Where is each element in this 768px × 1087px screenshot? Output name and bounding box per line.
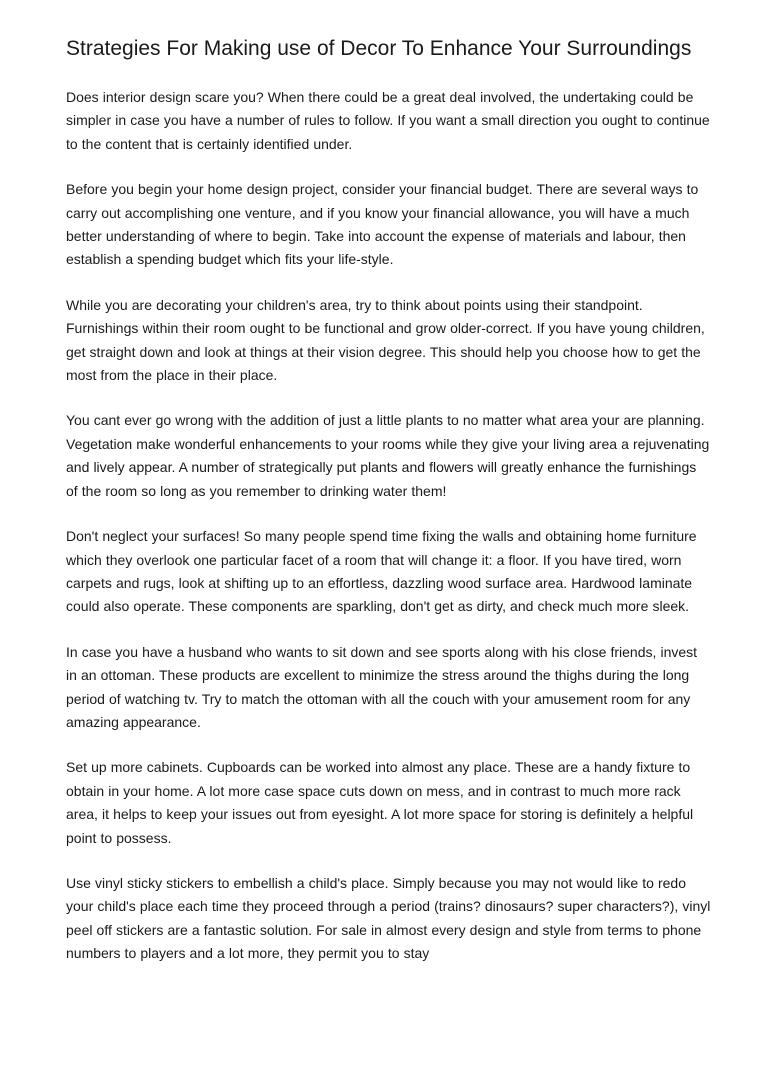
paragraph-ottoman: In case you have a husband who wants to sit down and see sports along with his close friends, invest in an ottoman. These products are excellent to minimize the stress around the thighs during the long period of watching tv. Try to match the ottoman with all the couch with your amusement room for any amazing appearance. xyxy=(66,643,698,730)
paragraph-childrens-area: While you are decorating your children's area, try to think about points using their standpoint. Furnishings within their room ought to be functional and grow older-correct. If you have young children, get straight down and look at things at their vision degree. This should help you choose how to get the most from the place in their place. xyxy=(66,296,705,384)
paragraph-plants: You cant ever go wrong with the addition of just a little plants to no matter what area your are planning. Vegetation make wonderful enhancements to your rooms while they give your living area a rejuvenating and lively appear. A number of strategically put plants and flowers will greatly enhance the furnishings of the room so long as you remember to drinking water them! xyxy=(66,412,710,499)
paragraph-cabinets: Set up more cabinets. Cupboards can be worked into almost any place. These are a handy fixture to obtain in your home. A lot more case space cuts down on mess, and in contrast to much more rack area, it helps to keep your issues out from eyesight. A lot more space for storing is definitely a helpful point to possess. xyxy=(66,759,694,846)
document-page xyxy=(66,38,712,988)
paragraph-floors: Don't neglect your surfaces! So many people spend time fixing the walls and obtaining home furniture which they overlook one particular facet of a room that will change it: a floor. If you have tired, worn carpets and rugs, look at shifting up to an effortless, dazzling wood surface area. Hardwood laminate could also operate. These components are sparkling, don't get as dirty, and check much more sleek. xyxy=(66,528,697,615)
document-title: Strategies For Making use of Decor To Enhance Your Surroundings xyxy=(66,37,692,60)
paragraph-budget-intro: Does interior design scare you? When there could be a great deal involved, the undertaking could be simpler in case you have a number of rules to follow. If you want a small direction you ought to continue to the content that is certainly identified under. xyxy=(66,89,710,152)
paragraph-vinyl-stickers: Use vinyl sticky stickers to embellish a child's place. Simply because you may not would like to redo your child's place each time they proceed through a period (trains? dinosaurs? super characters?), vinyl peel off stickers are a fantastic solution. For sale in almost every design and style from terms to phone numbers to players and a lot more, they permit you to stay xyxy=(66,874,711,962)
paragraph-budget: Before you begin your home design project, consider your financial budget. There are several ways to carry out accomplishing one venture, and if you know your financial allowance, you will have a much better understanding of where to begin. Take into account the expense of materials and labour, then establish a spending budget which fits your life-style. xyxy=(66,181,699,268)
